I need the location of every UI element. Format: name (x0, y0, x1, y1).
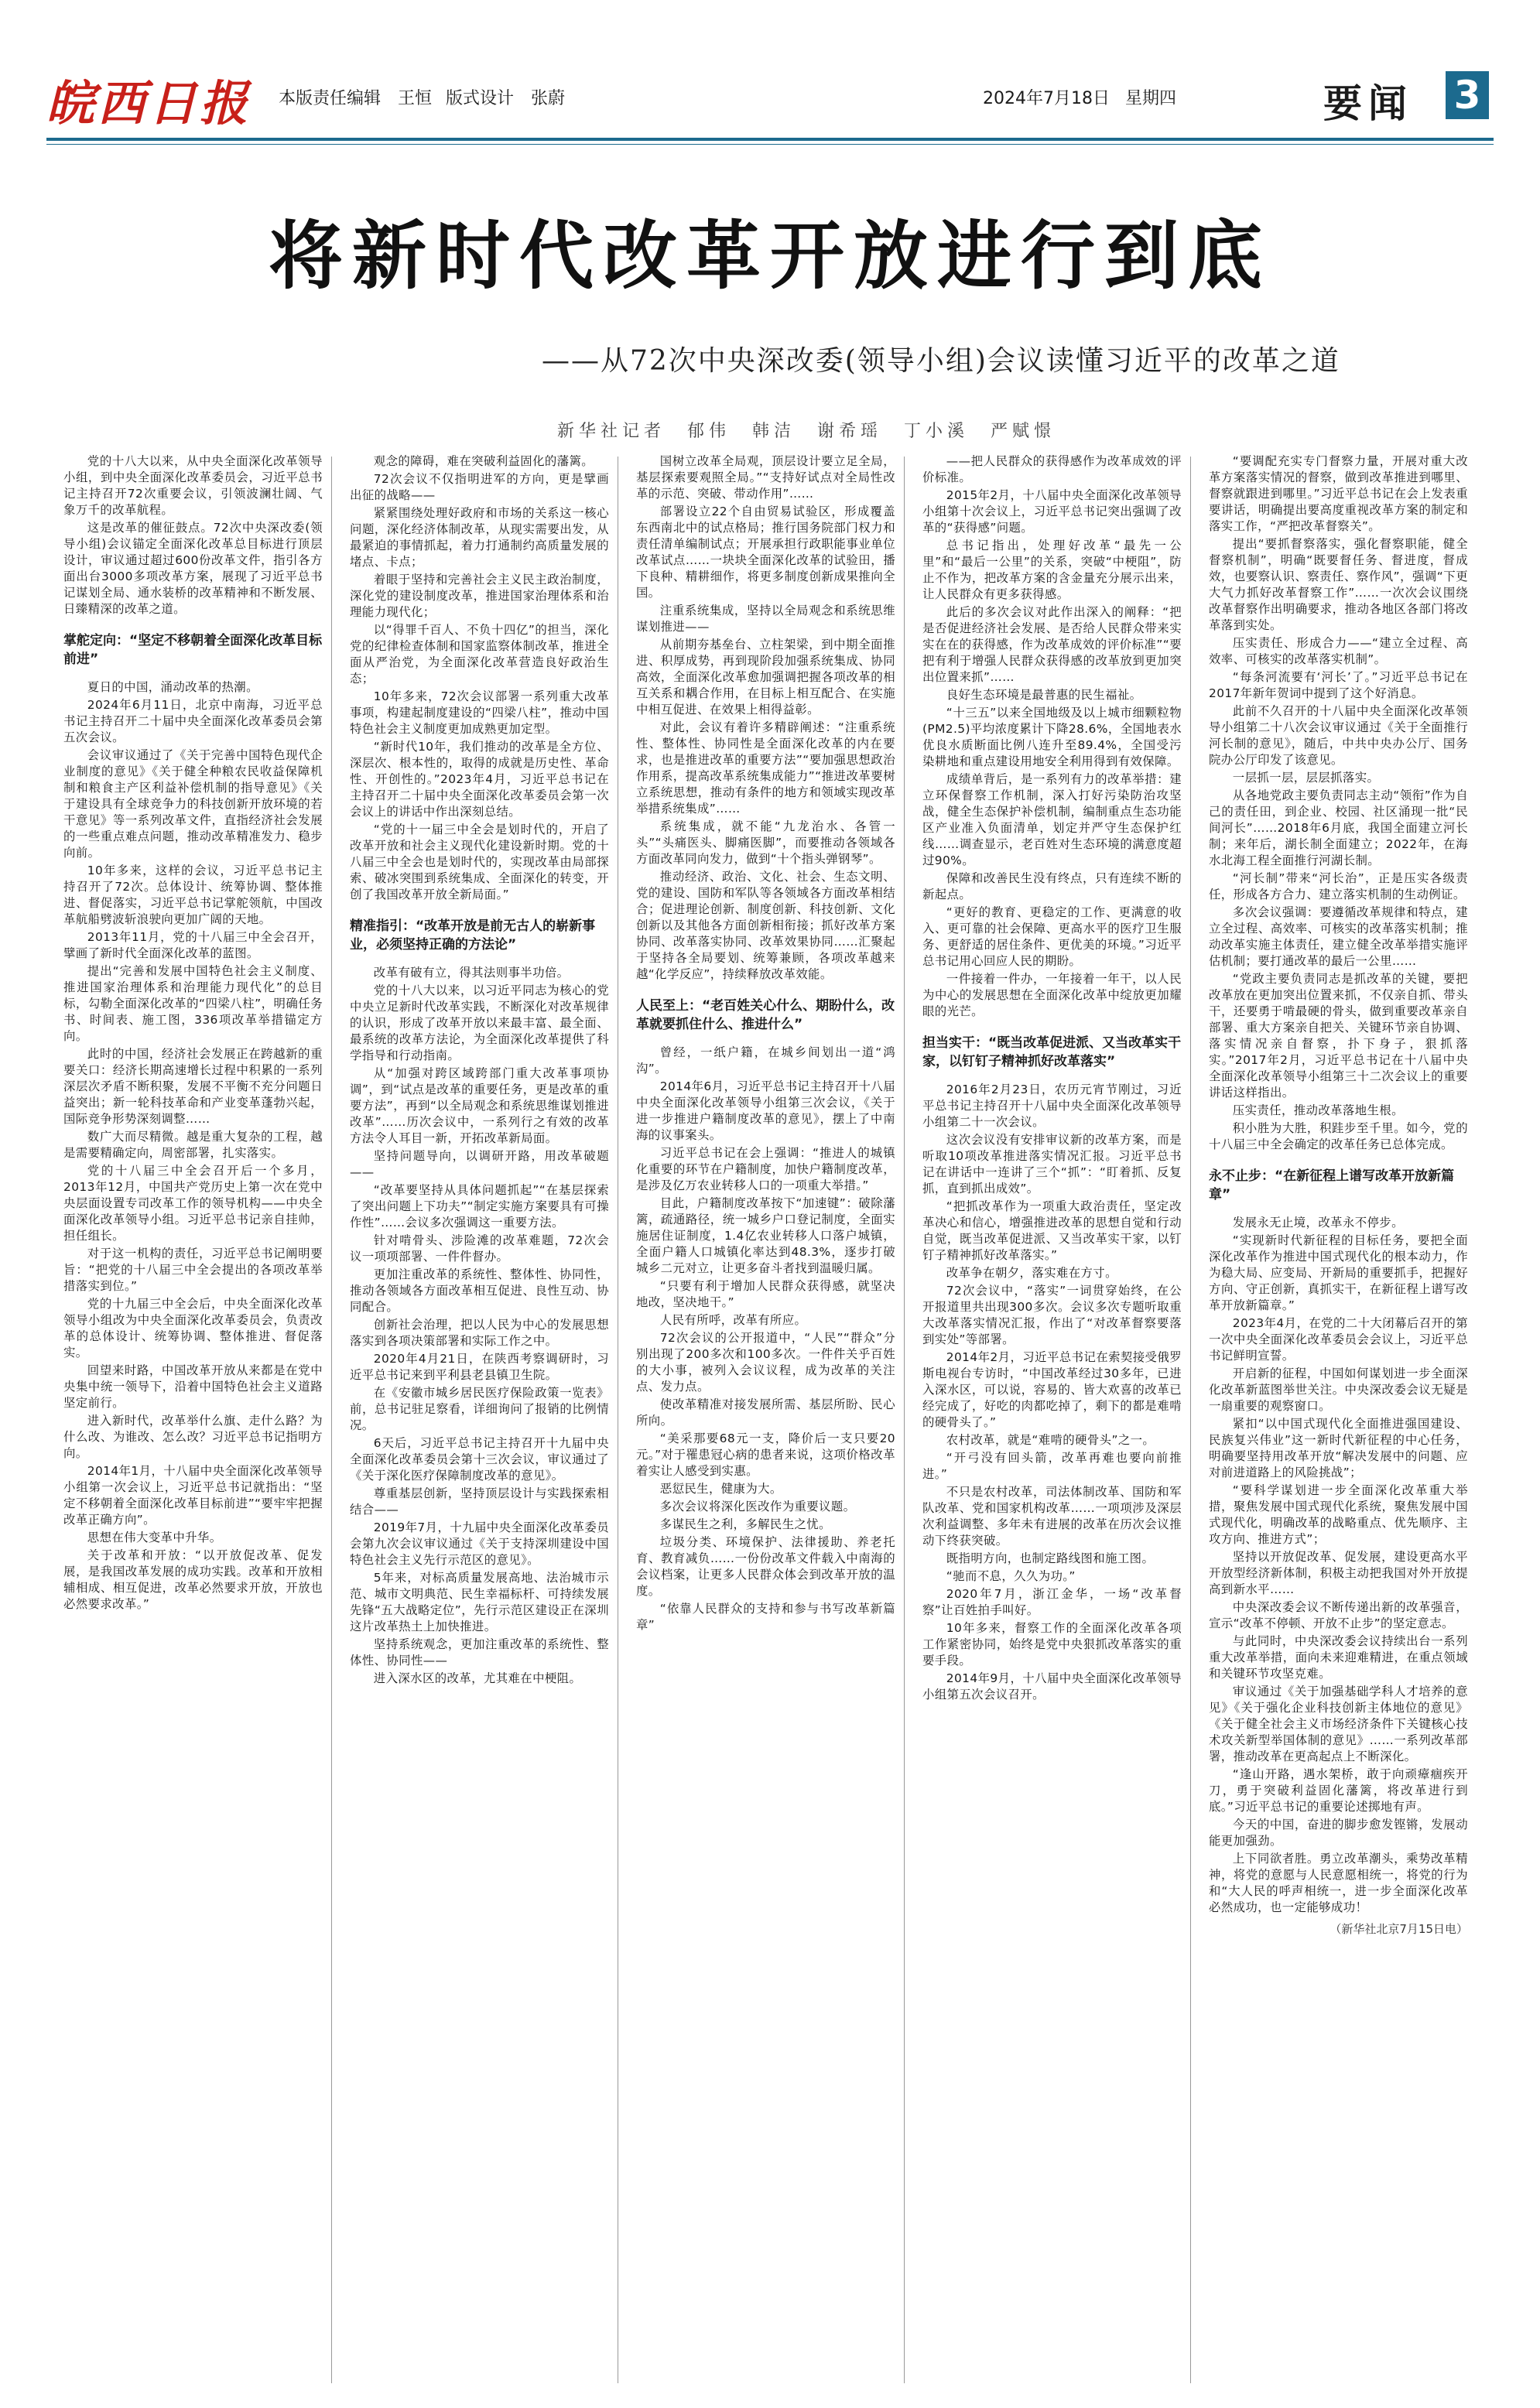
paragraph: 思想在伟大变革中升华。 (87, 1531, 222, 1544)
paragraph: 以“得罪千百人、不负十四亿”的担当，深化党的纪律检查体制和国家监察体制改革，推进全面从严治党，为全面深化改革营造良好政治生态； (350, 623, 609, 686)
paragraph: “把抓改革作为一项重大政治责任，坚定改革决心和信心，增强推进改革的思想自觉和行动自觉，既当改革促进派、又当改革实干家，以钉钉子精神抓好改革落实。” (922, 1199, 1182, 1262)
paragraph: 改革有破有立，得其法则事半功倍。 (373, 966, 570, 980)
paragraph: “要科学谋划进一步全面深化改革重大举措，聚焦发展中国式现代化系统，聚焦发展中国式现代化，明确改革的战略重点、优先顺序、主攻方向、推进方式”； (1209, 1483, 1468, 1546)
paragraph: 在《安徽市城乡居民医疗保险政策一览表》前，总书记驻足察看，详细询问了报销的比例情况。 (350, 1386, 609, 1432)
section-heading: 精准指引：“改革开放是前无古人的崭新事业，必须坚持正确的方法论” (350, 918, 596, 953)
newspaper-logo: 皖西日报 (46, 75, 252, 132)
paragraph: 多次会议将深化医改作为重要议题。 (659, 1500, 856, 1514)
paragraph: 2024年6月11日，北京中南海，习近平总书记主持召开二十届中央全面深化改革委员会第五次会议。 (63, 698, 323, 744)
subheadline: ——从72次中央深改委(领导小组)会议读懂习近平的改革之道 (542, 345, 1340, 377)
paragraph: 10年多来，72次会议部署一系列重大改革事项，构建起制度建设的“四梁八柱”，推动中国特色社会主义制度更加成熟更加定型。 (350, 689, 609, 736)
paragraph: 紧紧围绕处理好政府和市场的关系这一核心问题，深化经济体制改革，从现实需要出发，从最紧迫的事情抓起，着力打通制约高质量发展的堵点、卡点； (350, 506, 609, 569)
editor-credits (279, 85, 565, 109)
paragraph: “美采那要68元一支，降价后一支只要20元。”对于罹患冠心病的患者来说，这项价格改革着实让人感受到实惠。 (636, 1431, 895, 1478)
paragraph: 总书记指出，处理好改革“最先一公里”和“最后一公里”的关系，突破“中梗阻”，防止不作为，把改革方案的含金量充分展示出来，让人民群众有更多获得感。 (922, 539, 1182, 601)
masthead (46, 54, 1494, 139)
paragraph: 上下同欲者胜。勇立改革潮头，乘势改革精神，将党的意愿与人民意愿相统一，将党的行为和“大人民的呼声相统一，进一步全面深化改革必然成功，也一定能够成功！ (1209, 1852, 1468, 1914)
paragraph: 此后的多次会议对此作出深入的阐释：“把是否促进经济社会发展、是否给人民群众带来实实在在的获得感，作为改革成效的评价标准”“要把有利于增强人民群众获得感的改革放到更加突出位置来抓”…… (922, 605, 1182, 684)
paragraph: 夏日的中国，涌动改革的热潮。 (87, 680, 258, 694)
paragraph: 关于改革和开放：“以开放促改革、促发展，是我国改革发展的成功实践。改革和开放相辅相成、相互促进，改革必然要求开放，开放也必然要求改革。” (63, 1548, 323, 1611)
paragraph: 2019年7月，十九届中央全面深化改革委员会第九次会议审议通过《关于支持深圳建设中国特色社会主义先行示范区的意见》。 (350, 1520, 609, 1567)
paragraph: 习近平总书记在会上强调：“推进人的城镇化重要的环节在户籍制度，加快户籍制度改革，是涉及亿万农业转移人口的一项重大举措。” (636, 1146, 895, 1192)
paragraph: 积小胜为大胜，积跬步至千里。如今，党的十八届三中全会确定的改革任务已总体完成。 (1209, 1121, 1468, 1151)
paragraph: 紧扣“以中国式现代化全面推进强国建设、民族复兴伟业”这一新时代新征程的中心任务，明确要坚持用改革开放“解决发展中的问题、应对前进道路上的风险挑战”； (1209, 1417, 1468, 1479)
paragraph: 压实责任，推动改革落地生根。 (1232, 1103, 1404, 1117)
paragraph: 党的十九届三中全会后，中央全面深化改革领导小组改为中央全面深化改革委员会，负责改革的总体设计、统筹协调、整体推进、督促落实。 (63, 1297, 323, 1360)
paragraph: 10年多来，督察工作的全面深化改革各项工作紧密协同，始终是党中央狠抓改革落实的重要手段。 (922, 1621, 1182, 1667)
paragraph: 进入深水区的改革，尤其难在中梗阻。 (373, 1671, 582, 1685)
paragraph: 农村改革，就是“难啃的硬骨头”之一。 (946, 1433, 1155, 1447)
paragraph: 对于这一机构的责任，习近平总书记阐明要旨：“把党的十八届三中全会提出的各项改革举措落实到位。” (63, 1247, 323, 1293)
paragraph: 国树立改革全局观，顶层设计要立足全局，基层探索要观照全局。”“支持好试点对全局性改革的示范、突破、带动作用”…… (636, 454, 895, 501)
paragraph: 2020年7月，浙江金华，一场“改革督察”让百姓拍手叫好。 (922, 1587, 1182, 1617)
paragraph: 坚持问题导向，以调研开路，用改革破题—— (350, 1149, 609, 1179)
column-2 (350, 453, 609, 2388)
paragraph: 72次会议的公开报道中，“人民”“群众”分别出现了200多次和100多次。一件件关乎百姓的大小事，被列入会议议程，成为改革的关注点、发力点。 (636, 1331, 895, 1394)
paragraph: “只要有利于增加人民群众获得感，就坚决地改，坚决地干。” (636, 1279, 895, 1309)
article-body (63, 453, 1494, 2388)
header-rule (46, 138, 1494, 141)
weekday: 星期四 (1124, 89, 1176, 108)
paragraph: 2014年9月，十八届中央全面深化改革领导小组第五次会议召开。 (922, 1671, 1182, 1702)
section-heading: 掌舵定向：“坚定不移朝着全面深化改革目标前进” (63, 633, 323, 667)
paragraph: 6天后，习近平总书记主持召开十九届中央全面深化改革委员会第十三次会议，审议通过了《关于深化医疗保障制度改革的意见》。 (350, 1436, 609, 1483)
dateline-note: （新华社北京7月15日电） (1330, 1922, 1468, 1936)
paragraph: “新时代10年，我们推动的改革是全方位、深层次、根本性的，取得的成就是历史性、革命性、开创性的。”2023年4月，习近平总书记在主持召开二十届中央全面深化改革委员会第一次会议上的讲话中作出深刻总结。 (350, 740, 609, 819)
paragraph: 党的十八大以来，以习近平同志为核心的党中央立足新时代改革实践，不断深化对改革规律的认识，形成了改革开放以来最丰富、最全面、最系统的改革方法论，为全面深化改革提供了科学指导和行动指南。 (350, 983, 609, 1062)
paragraph: “每条河流要有‘河长’了。”习近平总书记在2017年新年贺词中提到了这个好消息。 (1209, 670, 1468, 700)
paragraph: 成绩单背后，是一系列有力的改革举措：建立环保督察工作机制，深入打好污染防治攻坚战，健全生态保护补偿机制，编制重点生态功能区产业准入负面清单，划定并严守生态保护红线……调查显示，老百姓对生态环境的满意度超过90%。 (922, 772, 1182, 867)
paragraph: 推动经济、政治、文化、社会、生态文明、党的建设、国防和军队等各领域各方面改革相结合；促进理论创新、制度创新、科技创新、文化创新以及其他各方面创新相衔接；抓好改革方案协同、改革落实协同、改革效果协同……汇聚起于坚持各全局要划、统筹兼顾，各项改革越来越“化学反应”，持续释放改革效能。 (636, 870, 895, 981)
paragraph: 与此同时，中央深改委会议持续出台一系列重大改革举措，面向未来迎难精进，在重点领域和关键环节攻坚克难。 (1209, 1634, 1468, 1681)
section-heading: 永不止步：“在新征程上谱写改革开放新篇章” (1209, 1168, 1455, 1202)
paragraph: 针对啃骨头、涉险滩的改革难题，72次会议一项项部署、一件件督办。 (350, 1233, 609, 1264)
paragraph: 不只是农村改革，司法体制改革、国防和军队改革、党和国家机构改革……一项项涉及深层次利益调整、多年未有进展的改革在历次会议推动下终获突破。 (922, 1485, 1182, 1548)
paragraph: 既指明方向，也制定路线图和施工图。 (946, 1551, 1155, 1565)
paragraph: 数广大而尽精微。越是重大复杂的工程，越是需要精确定向，周密部署，扎实落实。 (63, 1130, 323, 1160)
issue-date (983, 85, 1176, 109)
paragraph: 人民有所呼，改革有所应。 (659, 1313, 807, 1327)
paragraph: 发展永无止境，改革永不停步。 (1232, 1216, 1404, 1230)
paragraph: 恶愆民生，健康为大。 (659, 1482, 782, 1496)
paragraph: 尊重基层创新，坚持顶层设计与实践探索相结合—— (350, 1486, 609, 1517)
header-rule-thin (46, 144, 1494, 145)
paragraph: 从各地党政主要负责同志主动“领衔”作为自己的责任田，到企业、校园、社区涌现一批“民间河长”……2018年6月底，我国全面建立河长制；来年后，湖长制全面建立；2022年，在海水北海工程全面推行河湖长制。 (1209, 788, 1468, 867)
paragraph: 2014年1月，十八届中央全面深化改革领导小组第一次会议上，习近平总书记就指出：“坚定不移朝着全面深化改革目标前进”“要牢牢把握改革正确方向”。 (63, 1464, 323, 1527)
paragraph: 5年来，对标高质量发展高地、法治城市示范、城市文明典范、民生幸福标杆、可持续发展先锋“五大战略定位”，先行示范区建设正在深圳这片改革热土上加快推进。 (350, 1571, 609, 1633)
paragraph: 提出“要抓督察落实，强化督察职能，健全督察机制”，明确“既要督任务、督进度，督成效，也要察认识、察责任、察作风”，强调“下更大气力抓好改革督察工作”……一次次会议围绕改革督察作出明确要求，推动各地区各部门将改革落到实处。 (1209, 537, 1468, 632)
paragraph: “驰而不息，久久为功。” (946, 1569, 1076, 1583)
paragraph: “实现新时代新征程的目标任务，要把全面深化改革作为推进中国式现代化的根本动力，作为稳大局、应变局、开新局的重要抓手，把握好方向、守正创新，真抓实干，在新征程上谱写改革开放新篇章。” (1209, 1233, 1468, 1312)
paragraph: 保障和改善民生没有终点，只有连续不断的新起点。 (922, 871, 1182, 901)
paragraph: 2014年6月，习近平总书记主持召开十八届中央全面深化改革领导小组第三次会议，《关于进一步推进户籍制度改革的意见》，摆上了中南海的议事案头。 (636, 1079, 895, 1142)
paragraph: ——把人民群众的获得感作为改革成效的评价标准。 (922, 454, 1182, 484)
paragraph: 回望来时路，中国改革开放从来都是在党中央集中统一领导下，沿着中国特色社会主义道路坚定前行。 (63, 1363, 323, 1410)
paragraph: “逢山开路，遇水架桥，敢于向顽瘴痼疾开刀，勇于突破利益固化藩篱，将改革进行到底。”习近平总书记的重要论述掷地有声。 (1209, 1767, 1468, 1814)
paragraph: 会议审议通过了《关于完善中国特色现代企业制度的意见》《关于健全种粮农民收益保障机制和粮食主产区利益补偿机制的指导意见》《关于建设具有全球竞争力的科技创新开放环境的若干意见》等一系列改革文件，直指经济社会发展的一些重点难点问题，推动改革精准发力、稳步向前。 (63, 748, 323, 860)
paragraph: “党的十一届三中全会是划时代的，开启了改革开放和社会主义现代化建设新时期。党的十八届三中全会也是划时代的，实现改革由局部探索、破冰突围到系统集成、全面深化的转变，开创了我国改革开放全新局面。” (350, 823, 609, 901)
page-number: 3 (1446, 71, 1489, 119)
paragraph: 多次会议强调：要遵循改革规律和特点，建立全过程、高效率、可核实的改革落实机制；推动改革实施主体责任，建立健全改革举措实施评估机制；要打通改革的最后一公里…… (1209, 905, 1468, 968)
paragraph: “改革要坚持从具体问题抓起”“在基层探索了突出问题上下功夫”“制定实施方案要具有可操作性”……会议多次强调这一重要方法。 (350, 1183, 609, 1230)
paragraph: 从“加强对跨区域跨部门重大改革事项协调”，到“试点是改革的重要任务，更是改革的重要方法”，再到“以全局观念和系统思维谋划推进改革”……历次会议中，一系列行之有效的改革方法令人耳目一新，开拓改革新局面。 (350, 1066, 609, 1145)
paragraph: 从前期夯基垒台、立柱架梁，到中期全面推进、积厚成势，再到现阶段加强系统集成、协同高效，全面深化改革愈加强调把握各项改革的相互关系和耦合作用，在目标上相互配合、在实施中相互促进、在效果上相得益彰。 (636, 638, 895, 717)
paragraph: “党政主要负责同志是抓改革的关键，要把改革放在更加突出位置来抓，不仅亲自抓、带头干，还要勇于啃最硬的骨头，做到重要改革亲自部署、重大方案亲自把关、关键环节亲自协调、落实情况亲自督察，扑下身子，狠抓落实。”2017年2月，习近平总书记在十八届中央全面深化改革领导小组第三十二次会议上的重要讲话这样指出。 (1209, 972, 1468, 1100)
paragraph: 2016年2月23日，农历元宵节刚过，习近平总书记主持召开十八届中央全面深化改革领导小组第二十一次会议。 (922, 1083, 1182, 1129)
paragraph: 改革争在朝夕，落实难在方寸。 (946, 1266, 1117, 1280)
paragraph: 坚持以开放促改革、促发展，建设更高水平开放型经济新体制，积极主动把我国对外开放提高到新水平…… (1209, 1550, 1468, 1596)
paragraph: 党的十八届三中全会召开后一个多月，2013年12月，中国共产党历史上第一次在党中央层面设置专司改革工作的领导机构——中央全面深化改革领导小组。习近平总书记亲自挂帅，担任组长。 (63, 1164, 323, 1243)
paragraph: 这次会议没有安排审议新的改革方案，而是听取10项改革推进落实情况汇报。习近平总书记在讲话中一连讲了三个“抓”：“盯着抓、反复抓，直到抓出成效”。 (922, 1133, 1182, 1195)
paragraph: 观念的障碍，难在突破利益固化的藩篱。 (373, 454, 594, 468)
layout-designer: 版式设计 张蔚 (446, 89, 566, 108)
paragraph: 对此，会议有着许多精辟阐述：“注重系统性、整体性、协同性是全面深化改革的内在要求，也是推进改革的重要方法”“要加强思想政治作用系，提高改革系统集成能力”“推进改革要树立系统思想，推动有条件的地方和领域实现改革举措系统集成”…… (636, 720, 895, 816)
paragraph: 曾经，一纸户籍，在城乡间划出一道“鸿沟”。 (636, 1045, 895, 1076)
paragraph: 2015年2月，十八届中央全面深化改革领导小组第十次会议上，习近平总书记突出强调了改革的“获得感”问题。 (922, 488, 1182, 535)
paragraph: “十三五”以来全国地级及以上城市细颗粒物(PM2.5)平均浓度累计下降28.6%，全国地表水优良水质断面比例八连升至89.4%，全国受污染耕地和重点建设用地安全利用得到有效保障。 (922, 706, 1182, 768)
paragraph: 2023年4月，在党的二十大闭幕后召开的第一次中央全面深化改革委员会会议上，习近平总书记鲜明宣誓。 (1209, 1316, 1468, 1363)
paragraph: 多谋民生之利，多解民生之忧。 (659, 1517, 831, 1531)
paragraph: 此前不久召开的十八届中央全面深化改革领导小组第二十八次会议审议通过《关于全面推行河长制的意见》，随后，中共中央办公厅、国务院办公厅印发了该意见。 (1209, 704, 1468, 767)
byline: 新华社记者 郁伟 韩洁 谢希瑶 丁小溪 严赋憬 (557, 422, 1056, 441)
paragraph: 创新社会治理，把以人民为中心的发展思想落实到各项决策部署和实际工作之中。 (350, 1318, 609, 1348)
paragraph: 此时的中国，经济社会发展正在跨越新的重要关口：经济长期高速增长过程中积累的一系列深层次矛盾不断积聚，发展不平衡不充分问题日益突出；新一轮科技革命和产业变革蓬勃兴起，国际竞争形势深刻调整…… (63, 1047, 323, 1126)
paragraph: 更加注重改革的系统性、整体性、协同性，推动各领域各方面改革相互促进、良性互动、协同配合。 (350, 1267, 609, 1314)
paragraph: 2013年11月，党的十八届三中全会召开，擘画了新时代全面深化改革的蓝图。 (63, 930, 323, 960)
paragraph: 目此，户籍制度改革按下“加速键”：破除藩篱，疏通路径，统一城乡户口登记制度，全面实施居住证制度，1.4亿农业转移人口落户城镇，全面户籍人口城镇化率达到48.3%，逐步打破城乡二元对立，让更多奋斗者找到温暖归属。 (636, 1196, 895, 1275)
headline: 将新时代改革开放进行到底 (269, 213, 1271, 299)
paragraph: 提出“完善和发展中国特色社会主义制度、推进国家治理体系和治理能力现代化”的总目标，勾勒全面深化改革的“四梁八柱”，明确任务书、时间表、施工图，336项改革举措锚定方向。 (63, 964, 323, 1043)
paragraph: 今天的中国，奋进的脚步愈发铿锵，发展动能更加强劲。 (1209, 1818, 1468, 1848)
paragraph: 一层抓一层，层层抓落实。 (1232, 771, 1380, 785)
column-4 (922, 453, 1182, 2388)
paragraph: “依靠人民群众的支持和参与书写改革新篇章” (636, 1602, 895, 1632)
paragraph: 72次会议中，“落实”一词贯穿始终，在公开报道里共出现300多次。会议多次专题听取重大改革落实情况汇报，作出了“对改革督察要落到实处”等部署。 (922, 1284, 1182, 1346)
paragraph: 部署设立22个自由贸易试验区，形成覆盖东西南北中的试点格局；推行国务院部门权力和责任清单编制试点；开展承担行政职能事业单位改革试点……一块块全面深化改革的试验田，播下良种、精耕细作，将更多制度创新成果推向全国。 (636, 505, 895, 600)
paragraph: 使改革精准对接发展所需、基层所盼、民心所向。 (636, 1397, 895, 1428)
paragraph: 开启新的征程，中国如何谋划进一步全面深化改革新蓝图举世关注。中央深改委会议无疑是一扇重要的观察窗口。 (1209, 1366, 1468, 1413)
paragraph: 注重系统集成，坚持以全局观念和系统思维谋划推进—— (636, 604, 895, 634)
paragraph: 这是改革的催征鼓点。72次中央深改委(领导小组)会议锚定全面深化改革总目标进行顶层设计，审议通过超过600份改革文件，指引各方面出台3000多项改革方案，展现了习近平总书记谋划全局、通水装桥的改革精神和不断发展、日臻精深的改革之道。 (63, 521, 323, 616)
paragraph: 党的十八大以来，从中央全面深化改革领导小组，到中央全面深化改革委员会，习近平总书记主持召开72次重要会议，引领波澜壮阔、气象万千的改革航程。 (63, 454, 323, 517)
paragraph: 72次会议不仅指明进军的方向，更是擘画出征的战略—— (350, 472, 609, 502)
paragraph: 一件接着一件办，一年接着一年干，以人民为中心的发展思想在全面深化改革中绽放更加耀眼的光芒。 (922, 972, 1182, 1018)
column-5 (1209, 453, 1468, 2388)
paragraph: 压实责任、形成合力——“建立全过程、高效率、可核实的改革落实机制”。 (1209, 636, 1468, 666)
paragraph: “更好的教育、更稳定的工作、更满意的收入、更可靠的社会保障、更高水平的医疗卫生服务、更舒适的居住条件、更优美的环境。”习近平总书记用心回应人民的期盼。 (922, 905, 1182, 968)
responsible-editor: 本版责任编辑 王恒 (279, 89, 433, 108)
paragraph: 2014年2月，习近平总书记在索契接受俄罗斯电视台专访时，“中国改革经过30多年，已进入深水区，可以说，容易的、皆大欢喜的改革已经完成了，好吃的肉都吃掉了，剩下的都是难啃的硬骨头了。” (922, 1350, 1182, 1429)
paragraph: 坚持系统观念，更加注重改革的系统性、整体性、协同性—— (350, 1637, 609, 1667)
section-title: 要闻 (1323, 81, 1413, 126)
paragraph: “开弓没有回头箭，改革再难也要向前推进。” (922, 1451, 1182, 1481)
paragraph: 10年多来，这样的会议，习近平总书记主持召开了72次。总体设计、统筹协调、整体推进、督促落实，习近平总书记掌舵领航，中国改革航船劈波斩浪驶向更加广阔的天地。 (63, 864, 323, 926)
paragraph: 垃圾分类、环境保护、法律援助、养老托育、教育减负……一份份改革文件载入中南海的会议档案，让更多人民群众体会到改革开放的温度。 (636, 1535, 895, 1598)
paragraph: 进入新时代，改革举什么旗、走什么路？为什么改、为谁改、怎么改？习近平总书记指明方向。 (63, 1414, 323, 1460)
paragraph: 审议通过《关于加强基础学科人才培养的意见》《关于强化企业科技创新主体地位的意见》《关于健全社会主义市场经济条件下关键核心技术攻关新型举国体制的意见》……一系列改革部署，推动改革在更高起点上不断深化。 (1209, 1685, 1468, 1763)
paragraph: 着眼于坚持和完善社会主义民主政治制度，深化党的建设制度改革，推进国家治理体系和治理能力现代化； (350, 573, 609, 619)
section-heading: 人民至上：“老百姓关心什么、期盼什么，改革就要抓住什么、推进什么” (636, 998, 895, 1032)
column-3 (636, 453, 895, 2388)
section-heading: 担当实干：“既当改革促进派、又当改革实干家，以钉钉子精神抓好改革落实” (922, 1035, 1182, 1069)
paragraph: “河长制”带来“河长治”，正是压实各级责任，形成各方合力、建立落实机制的生动例证。 (1209, 871, 1468, 901)
paragraph: 中央深改委会议不断传递出新的改革强音，宣示“改革不停顿、开放不止步”的坚定意志。 (1209, 1600, 1468, 1630)
column-1 (63, 453, 323, 2388)
paragraph: 系统集成，就不能“九龙治水、各管一头”“头痛医头、脚痛医脚”，而要推动各领域各方面改革同向发力，做到“十个指头弹钢琴”。 (636, 819, 895, 866)
date: 2024年7月18日 (983, 89, 1110, 108)
paragraph: “要调配充实专门督察力量，开展对重大改革方案落实情况的督察，做到改革推进到哪里、督察就跟进到哪里。”习近平总书记在会上发表重要讲话，明确提出要高度重视改革方案的制定和落实工作，“严把改革督察关”。 (1209, 454, 1468, 533)
paragraph: 良好生态环境是最普惠的民生福祉。 (946, 688, 1142, 702)
paragraph: 2020年4月21日，在陕西考察调研时，习近平总书记来到平利县老县镇卫生院。 (350, 1352, 609, 1382)
